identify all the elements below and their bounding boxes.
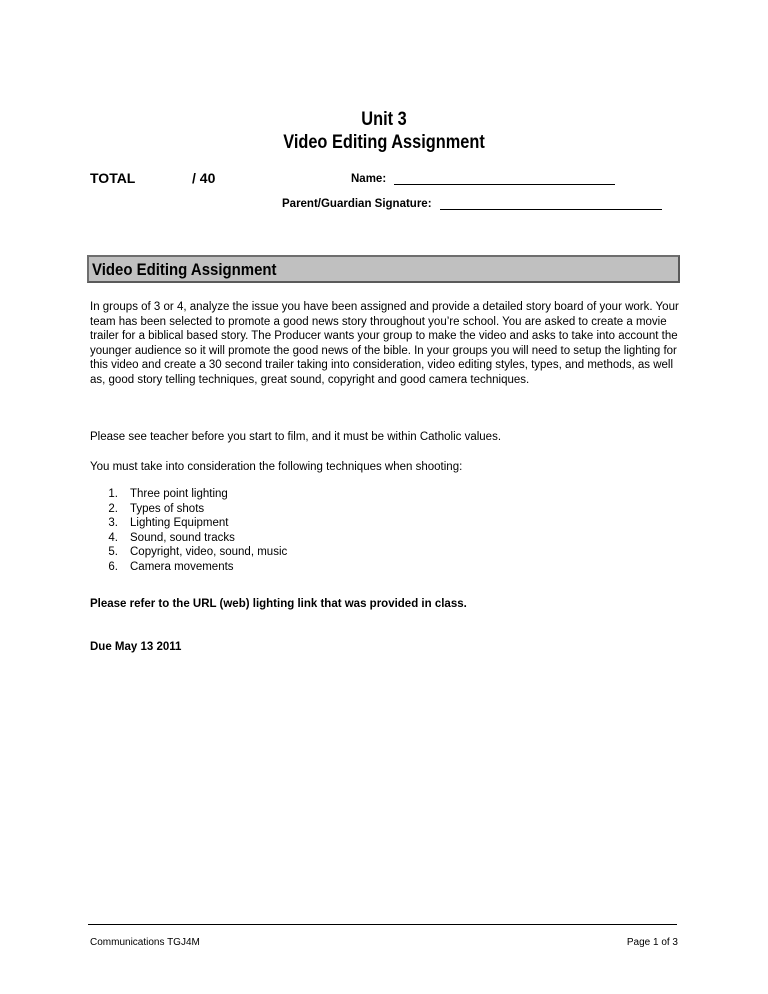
name-blank-line bbox=[394, 172, 615, 185]
name-label: Name: bbox=[351, 173, 387, 185]
consider-paragraph: You must take into consideration the following techniques when shooting: bbox=[90, 461, 463, 473]
due-date: Due May 13 2011 bbox=[90, 641, 182, 653]
list-item: 2. Types of shots bbox=[108, 502, 205, 515]
document-title-unit: Unit 3 bbox=[361, 109, 407, 130]
footer-page-number: Page 1 of 3 bbox=[626, 937, 678, 948]
section-heading: Video Editing Assignment bbox=[92, 260, 277, 279]
total-label: TOTAL bbox=[90, 170, 136, 186]
signature-field-row bbox=[282, 197, 662, 210]
list-item: 3. Lighting Equipment bbox=[108, 517, 229, 529]
footer-divider bbox=[88, 924, 677, 925]
list-item: 6. Camera movements bbox=[108, 560, 234, 573]
footer-course-code: Communications TGJ4M bbox=[90, 937, 200, 948]
list-item: 4. Sound, sound tracks bbox=[108, 531, 235, 544]
refer-lighting-link-note: Please refer to the URL (web) lighting link that was provided in class. bbox=[90, 598, 467, 610]
list-item: 5. Copyright, video, sound, music bbox=[108, 546, 288, 558]
document-title-assignment: Video Editing Assignment bbox=[283, 132, 485, 153]
signature-label: Parent/Guardian Signature: bbox=[282, 198, 432, 210]
techniques-list bbox=[90, 487, 287, 574]
total-score: / 40 bbox=[192, 170, 216, 186]
signature-blank-line bbox=[440, 197, 662, 210]
section-heading-box bbox=[87, 255, 680, 283]
see-teacher-paragraph: Please see teacher before you start to film, and it must be within Catholic values. bbox=[90, 431, 502, 443]
list-item: 1. Three point lighting bbox=[108, 488, 228, 500]
intro-paragraph: In groups of 3 or 4, analyze the issue you have been assigned and provide a detailed story board of your work. Your team has been selected to promote a good news story throughout you’re school. You are asked to create a movie trailer for a biblical based story. The Producer wants your group to make the video and asks to take into account the younger audience so it will promote the good news of the bible. In your groups you will need to setup the lighting for this video and create a 30 second trailer taking into consideration, video editing styles, types, and methods, as well as, good story telling techniques, great sound, copyright and good camera techniques. bbox=[90, 301, 679, 386]
name-field-row bbox=[351, 172, 615, 185]
